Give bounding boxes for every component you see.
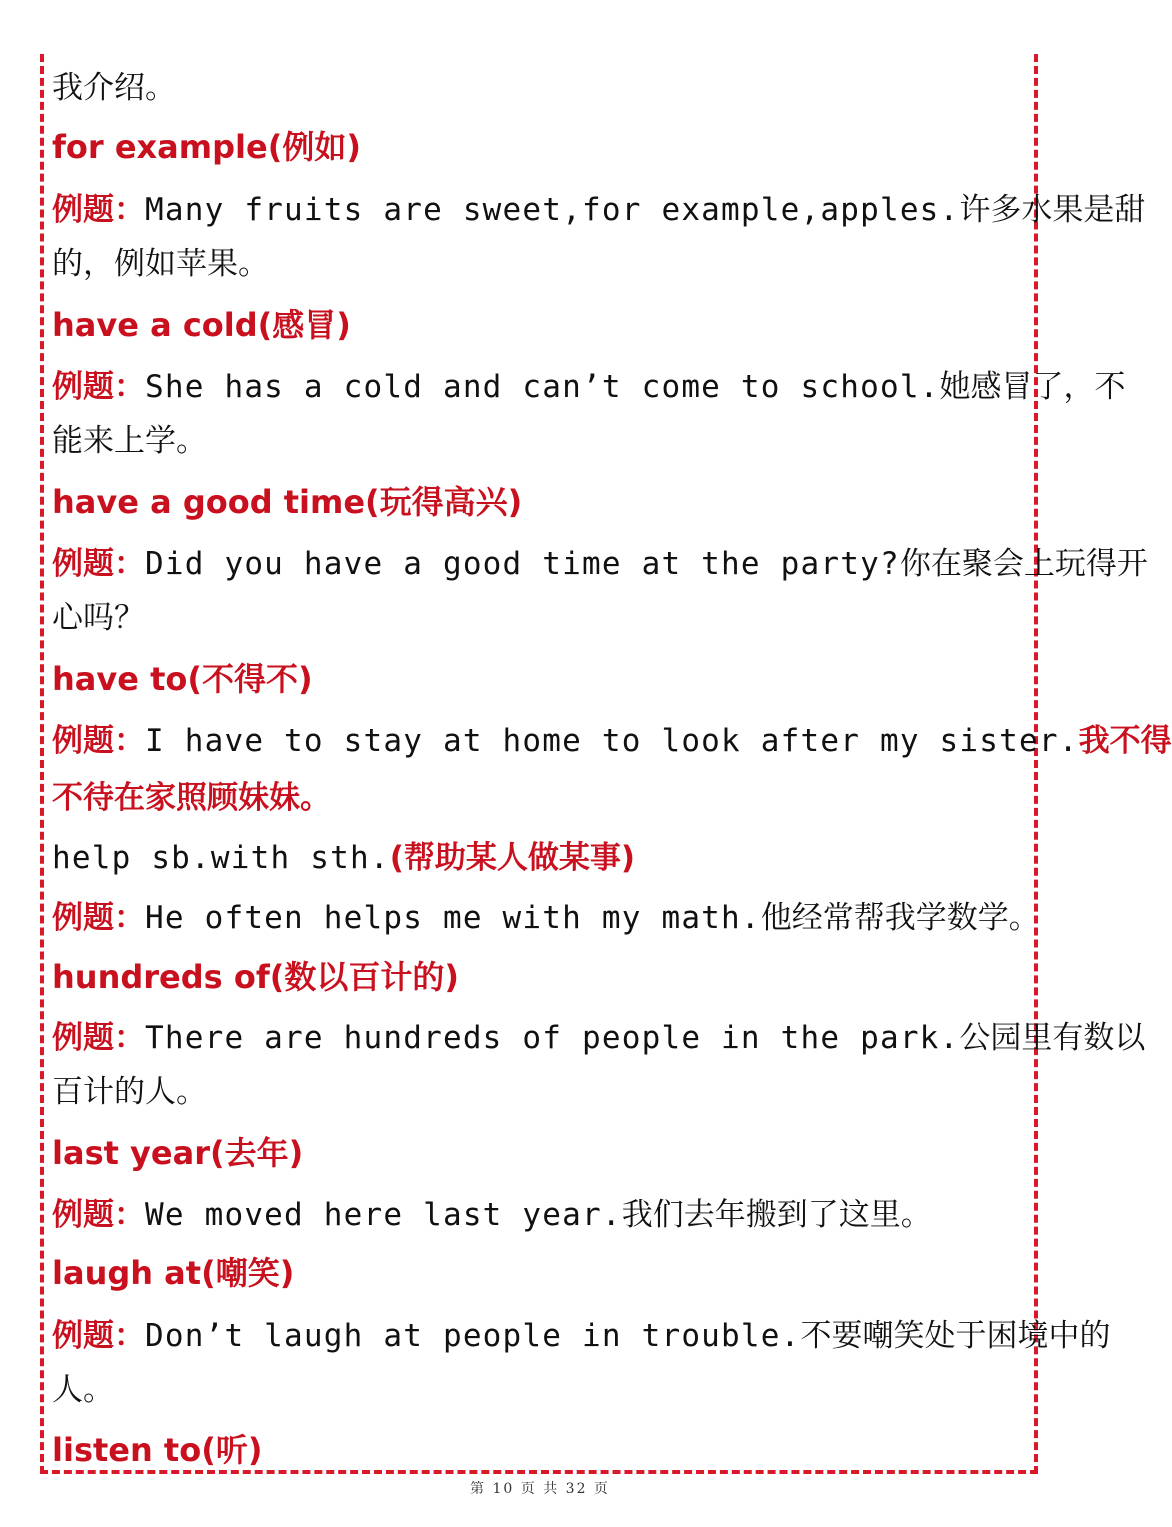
phrase-heading: have a good time(玩得高兴) — [52, 483, 523, 521]
example-english: I have to stay at home to look after my sister. — [145, 723, 1079, 759]
example-line — [52, 715, 1172, 760]
text-line — [52, 772, 331, 817]
phrase-heading — [52, 832, 635, 877]
example-english: He often helps me with my math. — [145, 900, 761, 936]
example-english: She has a cold and can’t come to school. — [145, 369, 940, 405]
phrase-chinese: (帮助某人做某事) — [389, 840, 636, 876]
example-label: 例题： — [52, 1020, 145, 1056]
example-chinese: 他经常帮我学数学。 — [760, 900, 1040, 936]
text-continuation: 百计的人。 — [52, 1074, 207, 1110]
example-line — [52, 1189, 932, 1234]
example-line — [52, 538, 1148, 583]
example-chinese: 我们去年搬到了这里。 — [621, 1197, 932, 1233]
phrase-heading: for example(例如) — [52, 128, 361, 166]
example-label: 例题： — [52, 546, 145, 582]
text-continuation: 不待在家照顾妹妹。 — [52, 780, 331, 816]
example-english: Did you have a good time at the party? — [145, 546, 900, 582]
text-line — [52, 1364, 114, 1409]
text-line — [52, 592, 145, 637]
phrase-english: help sb.with sth. — [52, 840, 390, 876]
phrase-heading: listen to(听) — [52, 1431, 263, 1469]
example-label: 例题： — [52, 1318, 145, 1354]
text-continuation: 的，例如苹果。 — [52, 246, 269, 282]
example-chinese: 她感冒了，不 — [939, 369, 1126, 405]
example-label: 例题： — [52, 723, 145, 759]
example-line — [52, 1310, 1111, 1355]
example-chinese: 你在聚会上玩得开 — [899, 546, 1148, 582]
phrase-heading: have a cold(感冒) — [52, 306, 351, 344]
example-english: There are hundreds of people in the park. — [145, 1020, 960, 1056]
page-number-footer: 第 10 页 共 32 页 — [470, 1481, 610, 1497]
example-line — [52, 184, 1145, 229]
text-line — [52, 238, 269, 283]
example-line — [52, 361, 1126, 406]
example-label: 例题： — [52, 369, 145, 405]
text-continuation: 能来上学。 — [52, 423, 207, 459]
text-continuation: 人。 — [52, 1372, 114, 1408]
example-english: We moved here last year. — [145, 1197, 622, 1233]
example-label: 例题： — [52, 1197, 145, 1233]
text-line — [52, 415, 207, 460]
text-continuation: 心吗？ — [52, 600, 145, 636]
phrase-heading: have to(不得不) — [52, 660, 313, 698]
example-label: 例题： — [52, 900, 145, 936]
text-continuation: 我介绍。 — [52, 70, 176, 106]
phrase-heading: last year(去年) — [52, 1134, 304, 1172]
example-line — [52, 1012, 1145, 1057]
text-line — [52, 62, 176, 107]
example-chinese: 公园里有数以 — [959, 1020, 1146, 1056]
example-english: Don’t laugh at people in trouble. — [145, 1318, 801, 1354]
phrase-heading: laugh at(嘲笑) — [52, 1254, 295, 1292]
phrase-heading: hundreds of(数以百计的) — [52, 958, 459, 996]
text-line — [52, 1066, 207, 1111]
example-chinese: 许多水果是甜 — [959, 192, 1146, 228]
example-english: Many fruits are sweet,for example,apples. — [145, 192, 960, 228]
example-label: 例题： — [52, 192, 145, 228]
example-chinese: 我不得 — [1078, 723, 1172, 759]
example-chinese: 不要嘲笑处于困境中的 — [800, 1318, 1111, 1354]
example-line — [52, 892, 1040, 937]
